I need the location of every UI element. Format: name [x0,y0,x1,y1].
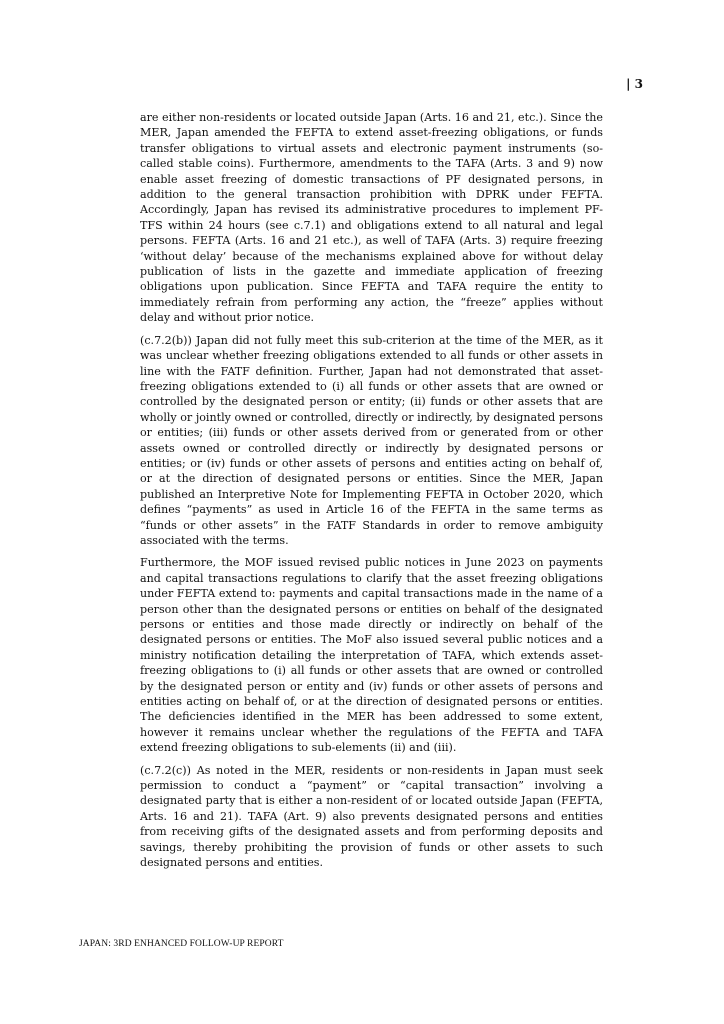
page-footer: JAPAN: 3RD ENHANCED FOLLOW-UP REPORT [79,939,284,949]
page-number: | 3 [626,77,643,91]
paragraph-c7-2c: (c.7.2(c)) As noted in the MER, residents or non-residents in Japan must seek permission to conduct a “payment” or “capital transaction” involving a designated party that is either a non-resident of or located outside Japan (FEFTA, Arts. 16 and 21). TAFA (Art. 9) also prevents designated persons and entities from receiving gifts of the designated assets and from performing deposits and savings, thereby prohibiting the provision of funds or other assets to such designated persons and entities. [140,763,603,870]
paragraph-c7-2b: (c.7.2(b)) Japan did not fully meet this sub-criterion at the time of the MER, as it was unclear whether freezing obligations extended to all funds or other assets in line with the FATF definition. Further, Japan had not demonstrated that asset-freezing obligations extended to (i) all funds or other assets that are owned or controlled by the designated person or entity; (ii) funds or other assets that are wholly or jointly owned or controlled, directly or indirectly, by designated persons or entities; (iii) funds or other assets derived from or generated from or other assets owned or controlled directly or indirectly by designated persons or entities; or (iv) funds or other assets of persons and entities acting on behalf of, or at the direction of designated persons or entities. Since the MER, Japan published an Interpretive Note for Implementing FEFTA in October 2020, which defines “payments” as used in Article 16 of the FEFTA in the same terms as “funds or other assets” in the FATF Standards in order to remove ambiguity associated with the terms. [140,333,603,547]
paragraph-freezing-without-delay: are either non-residents or located outside Japan (Arts. 16 and 21, etc.). Since the MER, Japan amended the FEFTA to extend asset-freezing obligations, or funds transfer obligations to virtual assets and electronic payment instruments (so-called stable coins). Furthermore, amendments to the TAFA (Arts. 3 and 9) now enable asset freezing of domestic transactions of PF designated persons, in addition to the general transaction prohibition with DPRK under FEFTA. Accordingly, Japan has revised its administrative procedures to implement PF-TFS within 24 hours (see c.7.1) and obligations extend to all natural and legal persons. FEFTA (Arts. 16 and 21 etc.), as well of TAFA (Arts. 3) require freezing ‘without delay’ because of the mechanisms explained above for without delay publication of lists in the gazette and immediate application of freezing obligations upon publication. Since FEFTA and TAFA require the entity to immediately refrain from performing any action, the “freeze” applies without delay and without prior notice. [140,111,603,325]
body-text [140,110,603,878]
paragraph-mof-public-notices: Furthermore, the MOF issued revised public notices in June 2023 on payments and capital transactions regulations to clarify that the asset freezing obligations under FEFTA extend to: payments and capital transactions made in the name of a person other than the designated persons or entities on behalf of the designated persons or entities and those made directly or indirectly on behalf of the designated persons or entities. The MoF also issued several public notices and a ministry notification detailing the interpretation of TAFA, which extends asset-freezing obligations to (i) all funds or other assets that are owned or controlled by the designated person or entity and (iv) funds or other assets of persons and entities acting on behalf of, or at the direction of designated persons or entities. The deficiencies identified in the MER has been addressed to some extent, however it remains unclear whether the regulations of the FEFTA and TAFA extend freezing obligations to sub-elements (ii) and (iii). [140,556,603,755]
